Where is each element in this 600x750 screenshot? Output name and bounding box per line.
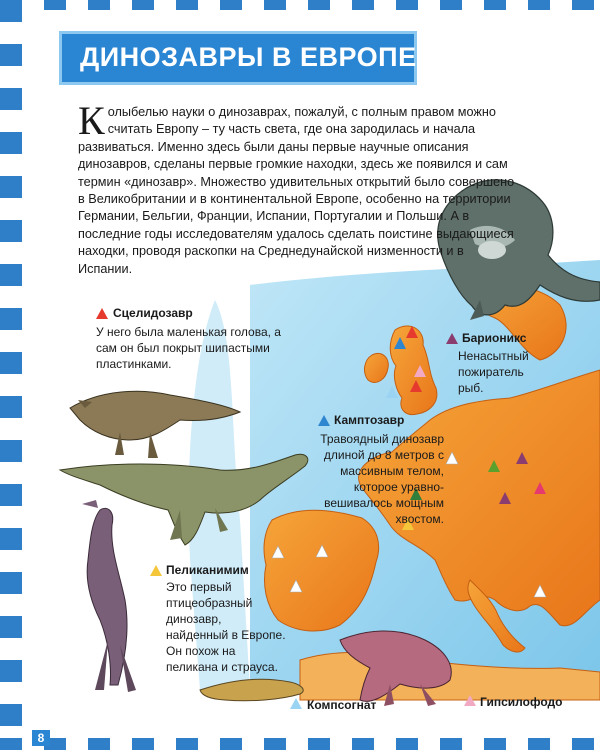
pelecanimimus-text: Это первый птицеобразный динозавр, найденный в Европе. Он похож на пеликана и страуса. [166,580,286,674]
intro-dropcap: К [78,98,105,143]
triangle-marker-pelecanimimus [150,565,162,576]
triangle-marker-scelidosaurus [96,308,108,319]
baryonyx-text: Ненасытный пожиратель рыб. [458,349,529,395]
triangle-marker-baryonyx [446,333,458,344]
triangle-marker-compsognathus [290,698,302,709]
scelidosaurus-text: У него была маленькая голова, а сам он был покрыт шипастыми пластинками. [96,325,281,371]
triangle-marker-hypsilophodon [464,695,476,706]
baryonyx-name: Барионикс [462,331,527,345]
camptosaurus-text: Травоядный динозавр длиной до 8 метров с массивным телом, которое уравно-вешивалось мощным хвостом. [320,432,444,526]
scelidosaurus-name: Сцелидозавр [113,306,193,320]
page-border-bottom [0,738,600,750]
page-border-top [0,0,600,10]
intro-paragraph [78,98,518,278]
page-number: 8 [32,730,50,746]
pelecanimimus-illustration [82,500,136,692]
camptosaurus-name: Камптозавр [334,413,405,427]
intro-text: олыбелью науки о динозаврах, пожалуй, с полным правом можно считать Европу – ту часть света, где она зародилась и начала развиваться. Именно здесь были даны первые научные описания динозавров, сделаны первые громкие находки, здесь же появился и сам термин «динозавр». Множество удивительных открытий было совершено в Великобритании и в континентальной Европе, особенно на территории Германии, Бельгии, Франции, Испании, Португалии и Польши. А в последние годы исследователям удалось сделать поистине выдающиеся находки, проводя раскопки на Среднедунайской низменности и в Испании. [78,105,515,276]
compsognathus-name: Компсогнат [307,698,377,712]
triangle-marker-camptosaurus [318,415,330,426]
hypsilophodon-name: Гипсилофодо [480,695,563,709]
page-border-left [0,0,22,750]
pelecanimimus-name: Пеликанимим [166,563,249,577]
page-title: ДИНОЗАВРЫ В ЕВРОПЕ [80,42,417,72]
